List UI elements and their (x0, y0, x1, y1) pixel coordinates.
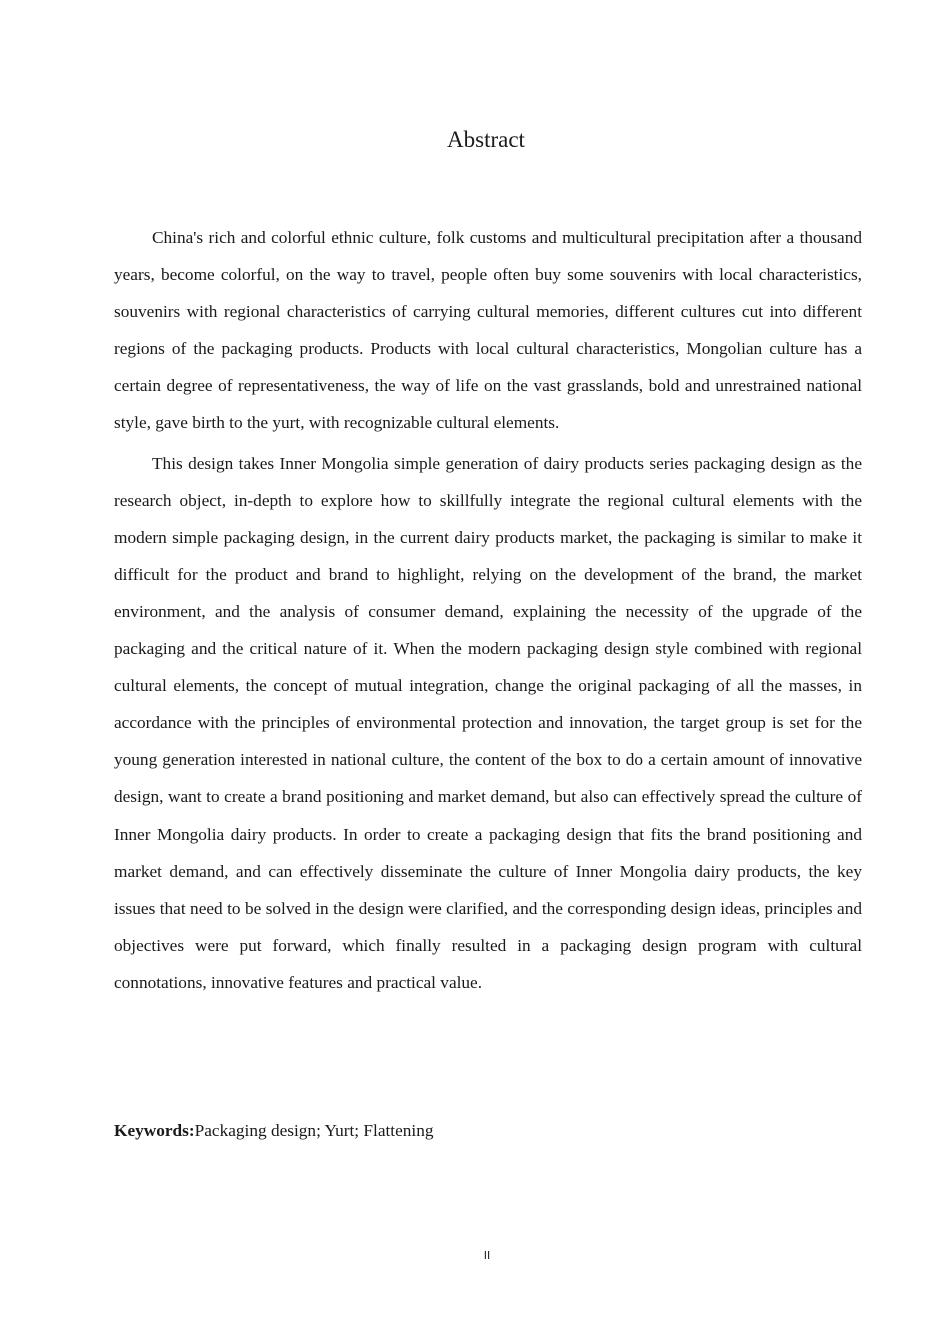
page-number: II (483, 1249, 491, 1262)
keywords-text: Packaging design; Yurt; Flattening (194, 1121, 434, 1140)
abstract-title: Abstract (447, 127, 525, 152)
abstract-body (114, 219, 862, 1004)
abstract-paragraph-2: This design takes Inner Mongolia simple generation of dairy products series packaging design as the research object, in-depth to explore how to skillfully integrate the regional cultural elements with the modern simple packaging design, in the current dairy products market, the packaging is similar to make it difficult for the product and brand to highlight, relying on the development of the brand, the market environment, and the analysis of consumer demand, explaining the necessity of the upgrade of the packaging and the critical nature of it. When the modern packaging design style combined with regional cultural elements, the concept of mutual integration, change the original packaging of all the masses, in accordance with the principles of environmental protection and innovation, the target group is set for the young generation interested in national culture, the content of the box to do a certain amount of innovative design, want to create a brand positioning and market demand, but also can effectively spread the culture of Inner Mongolia dairy products. In order to create a packaging design that fits the brand positioning and market demand, and can effectively disseminate the culture of Inner Mongolia dairy products, the key issues that need to be solved in the design were clarified, and the corresponding design ideas, principles and objectives were put forward, which finally resulted in a packaging design program with cultural connotations, innovative features and practical value. (114, 453, 862, 992)
keywords-line (114, 1112, 862, 1149)
keywords-label: Keywords: (114, 1121, 195, 1140)
abstract-paragraph-1: China's rich and colorful ethnic culture, folk customs and multicultural precipitation after a thousand years, become colorful, on the way to travel, people often buy some souvenirs with local characteristics, souvenirs with regional characteristics of carrying cultural memories, different cultures cut into different regions of the packaging products. Products with local cultural characteristics, Mongolian culture has a certain degree of representativeness, the way of life on the vast grasslands, bold and unrestrained national style, gave birth to the yurt, with recognizable cultural elements. (114, 228, 862, 433)
